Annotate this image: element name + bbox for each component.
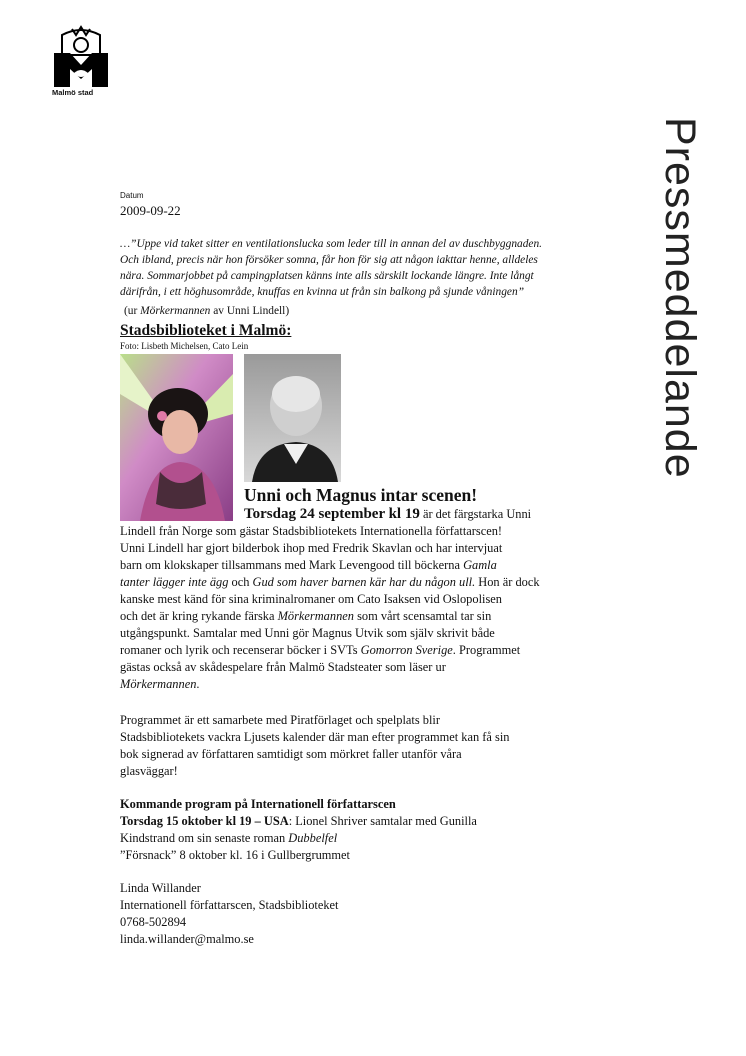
paragraph-intro-first-line: Torsdag 24 september kl 19 är det färgstarka Unni xyxy=(244,506,532,522)
book-quote xyxy=(120,236,590,300)
pressmeddelande-title: Pressmeddelande xyxy=(656,117,704,479)
photo-magnus-utvik xyxy=(244,354,341,482)
paragraph-collaboration: Programmet är ett samarbete med Piratförlaget och spelplats blir Stadsbibliotekets vackra Ljusets kalender där man efter programmet kan få sin bok signerad av författaren samtidigt som mörkret faller utanför våra glasväggar! xyxy=(120,713,510,778)
quote-attribution: (ur Mörkermannen av Unni Lindell) xyxy=(124,305,290,317)
headline: Unni och Magnus intar scenen! xyxy=(244,485,478,505)
quote-line: Och ibland, precis när hon försöker somna, får hon för sig att någon iakttar henne, alldeles xyxy=(120,254,538,266)
upcoming-title: Kommande program på Internationell författarscen xyxy=(120,797,396,811)
photo-unni-lindell xyxy=(120,354,233,521)
contact-info xyxy=(120,880,590,948)
contact-email[interactable]: linda.willander@malmo.se xyxy=(120,932,254,946)
quote-line: …”Uppe vid taket sitter en ventilationslucka som leder till in annan del av duschbyggnaden. xyxy=(120,238,543,250)
logo-text: Malmö stad xyxy=(52,88,94,97)
malmo-stad-logo xyxy=(52,25,110,97)
quote-line: nära. Sommarjobbet på campingplatsen känns inte alls särskilt lockande längre. Inte långt xyxy=(120,270,534,282)
contact-org: Internationell författarscen, Stadsbiblioteket xyxy=(120,898,339,912)
upcoming-program: Kommande program på Internationell författarscen Torsdag 15 oktober kl 19 – USA: Lionel Shriver samtalar med Gunilla Kindstrand om sin senaste roman Dubbelfel ”Försnack” 8 oktober kl. 16 i Gullbergrummet xyxy=(120,797,477,862)
contact-name: Linda Willander xyxy=(120,881,201,895)
quote-line: därifrån, i ett höghusområde, knuffas en kvinna ut från sin balkong på sjunde våningen” xyxy=(120,286,525,298)
photo-credit: Foto: Lisbeth Michelsen, Cato Lein xyxy=(120,341,249,351)
date-value: 2009-09-22 xyxy=(120,203,181,218)
section-title: Stadsbiblioteket i Malmö: xyxy=(120,322,292,339)
paragraph-intro: Lindell från Norge som gästar Stadsbibliotekets Internationella författarscen! Unni Lindell har gjort bilderbok ihop med Fredrik Skavlan och har intervjuat barn om klokskaper tillsammans med Mark Levengood till böckerna Gamla tanter lägger inte ägg och Gud som haver barnen kär har du någon ull. Hon är dock kanske mest känd för sina kriminalromaner om Cato Isaksen vid Oslopolisen och det är kring rykande färska Mörkermannen som vårt scensamtal tar sin utgångspunkt. Samtalar med Unni gör Magnus Utvik som själv skrivit både romaner och lyrik och recenserar böcker i SVTs Gomorron Sverige. Programmet gästas också av skådespelare från Malmö Stadsteater som läser ur Mörkermannen. xyxy=(120,524,540,691)
contact-phone: 0768-502894 xyxy=(120,915,187,929)
date-label: Datum xyxy=(120,191,144,200)
